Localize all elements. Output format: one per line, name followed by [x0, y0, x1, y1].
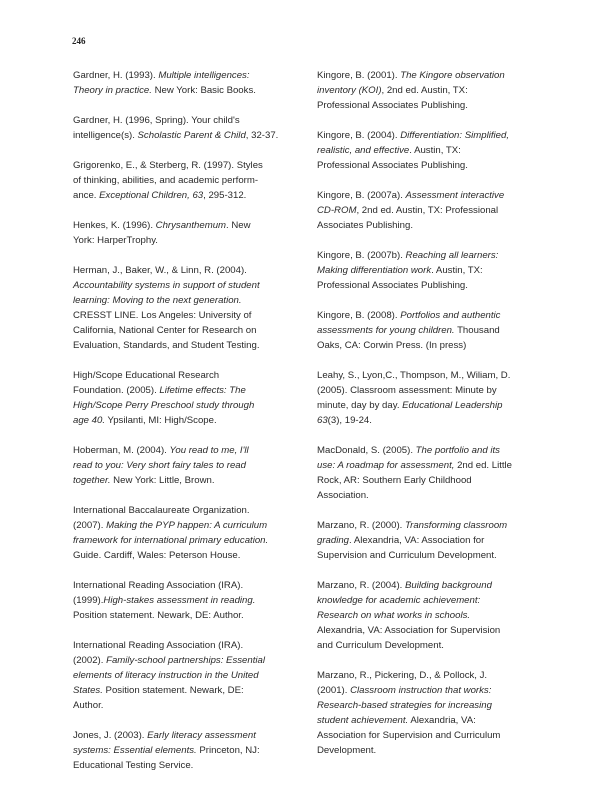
reference-text: Jones, J. (2003). [73, 730, 148, 741]
reference-entry [317, 668, 539, 758]
reference-text: Development. [317, 745, 377, 756]
reference-title-text: Reaching all learners: [405, 250, 499, 261]
reference-title-text: Differentiation: Simplified, [400, 130, 509, 141]
reference-text: Author. [73, 700, 104, 711]
reference-title-text: framework for international primary education. [73, 535, 269, 546]
reference-title-text: Assessment interactive [405, 190, 505, 201]
reference-text: and Curriculum Development. [317, 640, 444, 651]
reference-title-text: States. [73, 685, 103, 696]
reference-text: Henkes, K. (1996). [73, 220, 156, 231]
reference-title-text: The portfolio and its [415, 445, 500, 456]
reference-text: intelligence(s). [73, 130, 138, 141]
reference-text: Associates Publishing. [317, 220, 413, 231]
reference-text: Princeton, NJ: [196, 745, 260, 756]
reference-entry [73, 113, 295, 143]
reference-entry [317, 368, 539, 428]
reference-text: (2002). [73, 655, 107, 666]
reference-text: Educational Testing Service. [73, 760, 194, 771]
reference-title-text: elements of literacy instruction in the United [73, 670, 259, 681]
reference-text: York: HarperTrophy. [73, 235, 158, 246]
reference-text: Position statement. Newark, DE: Author. [73, 610, 244, 621]
reference-title-text: Educational Leadership [402, 400, 503, 411]
reference-title-text: Chrysanthemum [155, 220, 227, 231]
reference-text: International Baccalaureate Organization. [73, 505, 250, 516]
reference-text: Position statement. Newark, DE: [102, 685, 244, 696]
reference-text: Kingore, B. (2008). [317, 310, 401, 321]
reference-entry [73, 263, 295, 353]
reference-title-text: 63 [317, 415, 328, 426]
reference-title-text: Transforming classroom [404, 520, 508, 531]
reference-entry [73, 578, 295, 623]
reference-text: (1999). [73, 595, 104, 606]
reference-title-text: Portfolios and authentic [400, 310, 501, 321]
reference-text: . Alexandria, VA: Association for [349, 535, 485, 546]
reference-text: . Austin, TX: [409, 145, 461, 156]
reference-title-text: assessments for young children. [317, 325, 455, 336]
reference-text: International Reading Association (IRA). [73, 640, 244, 651]
reference-text: . Austin, TX: [431, 265, 483, 276]
reference-title-text: Lifetime effects: The [159, 385, 246, 396]
reference-text: California, National Center for Research on [73, 325, 257, 336]
reference-text: Marzano, R., Pickering, D., & Pollock, J. [317, 670, 488, 681]
reference-title-text: The Kingore observation [400, 70, 505, 81]
reference-entry [317, 188, 539, 233]
references-right-column [317, 68, 539, 773]
reference-text: (3), 19-24. [327, 415, 372, 426]
reference-text: Thousand [454, 325, 500, 336]
reference-title-text: Scholastic Parent & Child [137, 130, 246, 141]
reference-text: Hoberman, M. (2004). [73, 445, 170, 456]
reference-text: , 2nd ed. Austin, TX: [381, 85, 468, 96]
reference-title-text: Accountability systems in support of student [73, 280, 260, 291]
reference-text: Marzano, R. (2000). [317, 520, 405, 531]
reference-title-text: High-stakes assessment in reading. [103, 595, 256, 606]
reference-title-text: Making differentiation work [317, 265, 432, 276]
reference-text: Grigorenko, E., & Sterberg, R. (1997). Styles [73, 160, 263, 171]
reference-text: (2001). [317, 685, 351, 696]
reference-text: Alexandria, VA: Association for Supervision [317, 625, 501, 636]
reference-title-text: Research-based strategies for increasing [317, 700, 492, 711]
reference-title-text: Exceptional Children, 63 [99, 190, 204, 201]
reference-entry [73, 443, 295, 488]
reference-text: Supervision and Curriculum Development. [317, 550, 497, 561]
reference-text: Gardner, H. (1993). [73, 70, 159, 81]
reference-title-text: CD-ROM [317, 205, 357, 216]
reference-text: New York: Basic Books. [151, 85, 256, 96]
reference-title-text: learning: Moving to the next generation. [73, 295, 242, 306]
reference-title-text: Building background [404, 580, 492, 591]
reference-text: Guide. Cardiff, Wales: Peterson House. [73, 550, 241, 561]
reference-entry [317, 518, 539, 563]
reference-entry [73, 68, 295, 98]
reference-text: Kingore, B. (2001). [317, 70, 401, 81]
reference-text: Professional Associates Publishing. [317, 280, 468, 291]
reference-text: Kingore, B. (2007b). [317, 250, 406, 261]
reference-entry [73, 638, 295, 713]
reference-title-text: student achievement. [317, 715, 409, 726]
page-number: 246 [72, 36, 86, 46]
reference-entry [317, 443, 539, 503]
reference-text: Foundation. (2005). [73, 385, 160, 396]
reference-text: Gardner, H. (1996, Spring). Your child's [73, 115, 240, 126]
reference-entry [317, 308, 539, 353]
reference-text: Ypsilanti, MI: High/Scope. [105, 415, 217, 426]
reference-title-text: inventory (KOI) [317, 85, 382, 96]
reference-text: (2005). Classroom assessment: Minute by [317, 385, 497, 396]
reference-text: , 32-37. [245, 130, 279, 141]
reference-title-text: Family-school partnerships: Essential [106, 655, 265, 666]
reference-entry [73, 218, 295, 248]
reference-title-text: knowledge for academic achievement: [317, 595, 481, 606]
reference-text: 2nd ed. Little [454, 460, 513, 471]
reference-text: Rock, AR: Southern Early Childhood [317, 475, 472, 486]
reference-title-text: High/Scope Perry Preschool study through [73, 400, 255, 411]
reference-text: High/Scope Educational Research [73, 370, 220, 381]
reference-title-text: systems: Essential elements. [73, 745, 197, 756]
reference-text: New York: Little, Brown. [110, 475, 215, 486]
reference-text: Professional Associates Publishing. [317, 160, 468, 171]
reference-text: , 295-312. [203, 190, 247, 201]
reference-title-text: grading [317, 535, 350, 546]
reference-text: minute, day by day. [317, 400, 403, 411]
reference-text: Herman, J., Baker, W., & Linn, R. (2004). [73, 265, 247, 276]
reference-title-text: read to you: Very short fairy tales to read [73, 460, 246, 471]
reference-text: (2007). [73, 520, 107, 531]
reference-text: Kingore, B. (2007a). [317, 190, 406, 201]
reference-text: . New [226, 220, 251, 231]
reference-text: Association. [317, 490, 369, 501]
reference-text: Association for Supervision and Curriculum [317, 730, 501, 741]
reference-text: Marzano, R. (2004). [317, 580, 405, 591]
reference-title-text: together. [73, 475, 111, 486]
reference-text: MacDonald, S. (2005). [317, 445, 416, 456]
reference-text: Evaluation, Standards, and Student Testing. [73, 340, 260, 351]
reference-text: Alexandria, VA: [408, 715, 476, 726]
reference-title-text: Multiple intelligences: [158, 70, 250, 81]
reference-text: , 2nd ed. Austin, TX: Professional [356, 205, 499, 216]
reference-entry [73, 503, 295, 563]
reference-title-text: Making the PYP happen: A curriculum [106, 520, 268, 531]
reference-text: International Reading Association (IRA). [73, 580, 244, 591]
reference-text: Leahy, S., Lyon,C., Thompson, M., Wiliam, D. [317, 370, 511, 381]
reference-title-text: Theory in practice. [73, 85, 152, 96]
reference-title-text: use: A roadmap for assessment, [317, 460, 455, 471]
reference-title-text: Early literacy assessment [147, 730, 256, 741]
reference-title-text: Classroom instruction that works: [350, 685, 492, 696]
reference-entry [73, 158, 295, 203]
reference-text: CRESST LINE. Los Angeles: University of [73, 310, 252, 321]
reference-entry [317, 128, 539, 173]
reference-text: Professional Associates Publishing. [317, 100, 468, 111]
references-left-column [73, 68, 295, 788]
reference-text: Oaks, CA: Corwin Press. (In press) [317, 340, 467, 351]
reference-text: Kingore, B. (2004). [317, 130, 401, 141]
reference-entry [317, 578, 539, 653]
reference-entry [73, 368, 295, 428]
reference-title-text: Research on what works in schools. [317, 610, 471, 621]
reference-text: ance. [73, 190, 100, 201]
reference-text: of thinking, abilities, and academic perform- [73, 175, 259, 186]
reference-entry [317, 68, 539, 113]
reference-title-text: age 40. [73, 415, 106, 426]
reference-title-text: You read to me, I'll [169, 445, 249, 456]
reference-entry [73, 728, 295, 773]
reference-title-text: realistic, and effective [317, 145, 410, 156]
reference-entry [317, 248, 539, 293]
